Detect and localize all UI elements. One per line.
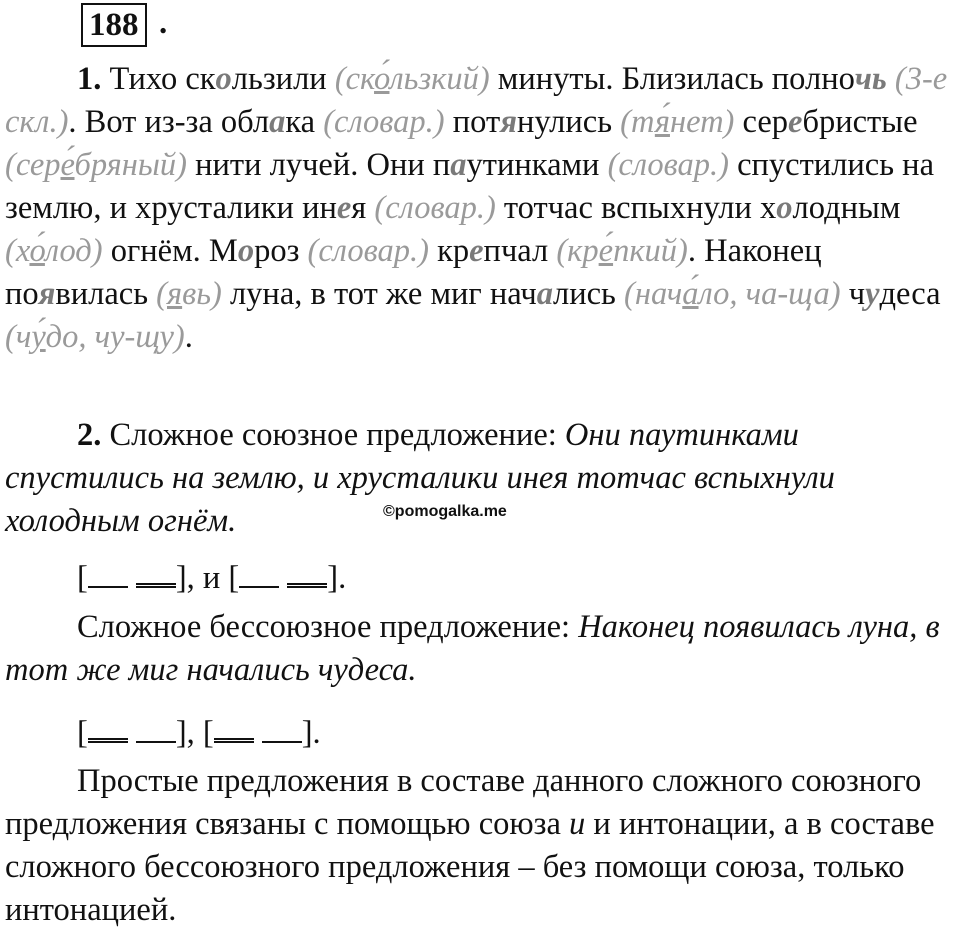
text-fragment: . (184, 319, 193, 355)
text-fragment (887, 61, 895, 97)
text-fragment: пчал (483, 233, 557, 269)
check-hint: (словар.) (323, 104, 445, 140)
orthogram-letter: о (776, 190, 793, 226)
predicate-underline (214, 728, 254, 743)
example-sentence: Они паутинками спустились на землю, и хрусталики инея тотчас вспыхнули холодным огнём. (5, 417, 835, 539)
orthogram-letter: ч (854, 61, 872, 97)
orthogram-letter: я (38, 276, 56, 312)
text-fragment: . Наконец по (5, 233, 822, 312)
bracket-close: ]. (327, 560, 347, 596)
sentence-schema-compound (77, 557, 346, 600)
text-fragment: вилась (55, 276, 157, 312)
paragraph-1 (5, 58, 957, 359)
text-fragment: роз (254, 233, 308, 269)
subject-underline (88, 574, 128, 588)
orthogram-letter: о (215, 61, 232, 97)
predicate-underline (287, 573, 327, 588)
text-fragment: нулись (516, 104, 621, 140)
paragraph-4 (5, 760, 957, 932)
predicate-underline (136, 573, 176, 588)
text-fragment: ка (285, 104, 324, 140)
text-fragment: сер (734, 104, 788, 140)
schema-connector: ], и [ (175, 560, 240, 596)
exercise-number-dot: . (159, 5, 168, 41)
text-fragment: деса (879, 276, 941, 312)
orthogram-letter: а (450, 147, 467, 183)
check-hint: (хо́лод) (5, 233, 103, 269)
check-hint: (чу́до, чу-щу) (5, 319, 185, 355)
subject-underline (136, 729, 176, 743)
paragraph-text: Сложное бессоюзное предложение: (77, 609, 579, 645)
orthogram-letter: я (500, 104, 517, 140)
bracket-open: [ (77, 560, 88, 596)
text-fragment: кр (428, 233, 470, 269)
orthogram-letter: о (237, 233, 255, 269)
paragraph-text: Сложное союзное предложение: (101, 417, 565, 453)
check-hint: (ско́льзкий) (334, 61, 490, 97)
example-sentence: Наконец появилась луна, в тот же миг начались чудеса. (5, 609, 940, 688)
schema-connector: ], [ (175, 715, 214, 751)
check-hint: (словар.) (374, 190, 496, 226)
text-fragment: бристые (802, 104, 918, 140)
text-fragment: . Вот из-за обл (68, 104, 270, 140)
paragraph-text: и интонации, а в составе сложного бессоюзного предложения – без помощи союза, только интонацией. (5, 806, 935, 928)
check-hint: (нача́ло, ча-ща) (624, 276, 841, 312)
orthogram-letter: у (865, 276, 880, 312)
exercise-number: 188 (81, 3, 147, 47)
check-hint: (3-е скл.) (5, 61, 948, 140)
paragraph-3 (5, 606, 957, 692)
text-fragment: пот (444, 104, 501, 140)
paragraph-2 (5, 414, 957, 543)
item-label: 2. (77, 417, 102, 453)
text-fragment: спустились на землю, и хрусталики ин (5, 147, 934, 226)
sentence-schema-asyndetic (77, 712, 321, 755)
bracket-open: [ (77, 715, 88, 751)
orthogram-letter: е (469, 233, 484, 269)
text-fragment: нити лучей. Они п (186, 147, 451, 183)
paragraph-text: Простые предложения в составе данного сложного союзного предложения связаны с помощью союза (5, 763, 922, 842)
text-fragment: огнём. М (102, 233, 238, 269)
text-fragment: минуты. Близилась полно (489, 61, 855, 97)
text-fragment: льзили (231, 61, 335, 97)
orthogram-letter: ь (871, 61, 887, 97)
text-fragment: Тихо ск (101, 61, 216, 97)
check-hint: (явь) (156, 276, 222, 312)
subject-underline (262, 729, 302, 743)
predicate-underline (88, 728, 128, 743)
bracket-close: ]. (301, 715, 321, 751)
item-label: 1. (77, 61, 102, 97)
text-fragment: утинками (466, 147, 608, 183)
check-hint: (сере́бряный) (5, 147, 187, 183)
check-hint: (тя́нет) (620, 104, 735, 140)
orthogram-letter: е (788, 104, 803, 140)
text-fragment: луна, в тот же миг нач (221, 276, 537, 312)
watermark: ©pomogalka.me (383, 503, 507, 520)
text-fragment: я (351, 190, 375, 226)
orthogram-letter: а (269, 104, 286, 140)
check-hint: (словар.) (307, 233, 429, 269)
check-hint: (словар.) (607, 147, 729, 183)
conjunction: и (569, 806, 586, 842)
text-fragment: ч (840, 276, 866, 312)
text-fragment: лодным (792, 190, 901, 226)
subject-underline (239, 574, 279, 588)
orthogram-letter: а (536, 276, 554, 312)
text-fragment: тотчас вспыхнули х (495, 190, 777, 226)
check-hint: (кре́пкий) (556, 233, 688, 269)
orthogram-letter: е (336, 190, 352, 226)
text-fragment: лись (553, 276, 624, 312)
